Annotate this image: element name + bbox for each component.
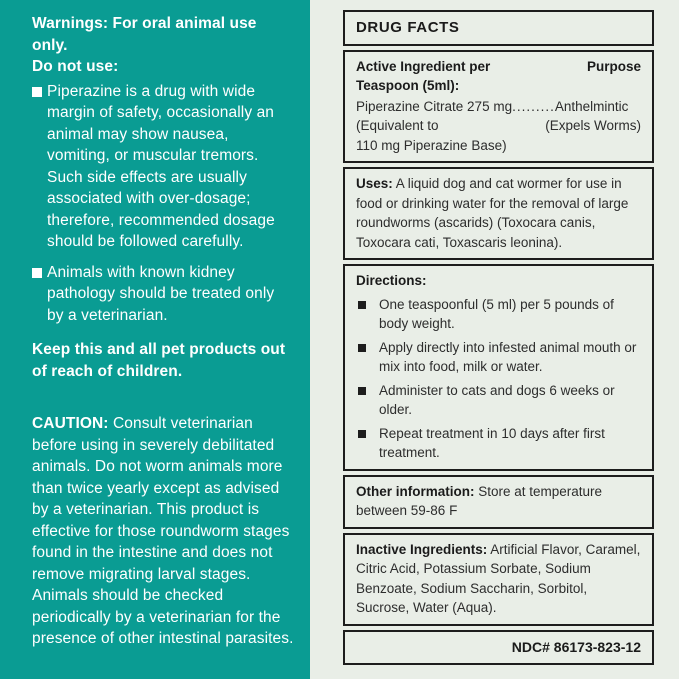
do-not-use-label: Do not use: bbox=[32, 58, 119, 75]
drug-facts-title: DRUG FACTS bbox=[343, 10, 654, 46]
bullet-square-icon bbox=[358, 430, 366, 438]
purpose-note: (Expels Worms) bbox=[545, 118, 641, 133]
bullet-square-icon bbox=[358, 387, 366, 395]
equivalent-text: (Equivalent to bbox=[356, 118, 439, 133]
bullet-square-icon bbox=[358, 344, 366, 352]
direction-text: Administer to cats and dogs 6 weeks or older. bbox=[379, 382, 615, 417]
keep-out-warning: Keep this and all pet products out of reach of children. bbox=[32, 341, 286, 380]
caution-text: Consult veterinarian before using in severely debilitated animals. Do not worm animals more than twice yearly except as advised by a veterinarian. This product is effective for those roundworm stages found in the intestine and does not remove migrating larval stages. Animals should be checked periodically by a veterinarian for the presence of other intestinal parasites. bbox=[32, 415, 294, 647]
direction-item bbox=[356, 424, 641, 463]
other-information-section bbox=[343, 475, 654, 529]
purpose-heading: Purpose bbox=[586, 58, 641, 74]
bullet-square-icon bbox=[32, 87, 42, 97]
warnings-panel bbox=[0, 0, 310, 679]
direction-item bbox=[356, 338, 641, 377]
direction-item bbox=[356, 381, 641, 420]
inactive-ingredients-section bbox=[343, 533, 654, 626]
inactive-ingredients-label: Inactive Ingredients: bbox=[356, 541, 488, 557]
other-information-label: Other information: bbox=[356, 483, 475, 499]
caution-paragraph bbox=[32, 413, 294, 650]
warning-bullet-item bbox=[32, 262, 294, 327]
direction-item bbox=[356, 295, 641, 334]
caution-label: CAUTION: bbox=[32, 415, 109, 432]
warnings-title: Warnings: For oral animal use only. bbox=[32, 15, 257, 54]
active-ingredient-heading: Active Ingredient per Teaspoon (5ml): bbox=[356, 58, 491, 93]
inactive-ingredients-text: Artificial Flavor, Caramel, Citric Acid, Potassium Sorbate, Sodium Benzoate, Sodium Saccharin, Sorbitol, Sucrose, Water (Aqua). bbox=[356, 541, 641, 615]
uses-text: A liquid dog and cat wormer for use in food or drinking water for the removal of large roundworms (ascarids) (Toxocara canis, Toxocara cati, Toxascaris leonina). bbox=[356, 176, 629, 250]
active-ingredient-section bbox=[343, 50, 654, 164]
directions-section bbox=[343, 264, 654, 471]
direction-text: Apply directly into infested animal mouth or mix into food, milk or water. bbox=[379, 339, 637, 374]
other-information-text: Store at temperature between 59-86 F bbox=[356, 483, 603, 518]
uses-label: Uses: bbox=[356, 176, 393, 191]
ndc-code: NDC# 86173-823-12 bbox=[343, 630, 654, 666]
bullet-square-icon bbox=[32, 268, 42, 278]
drug-facts-box bbox=[343, 10, 654, 665]
direction-text: Repeat treatment in 10 days after first treatment. bbox=[379, 425, 605, 460]
directions-list bbox=[356, 295, 641, 463]
equivalent-continued: 110 mg Piperazine Base) bbox=[356, 137, 507, 153]
warning-bullet-text: Piperazine is a drug with wide margin of safety, occasionally an animal may show nausea, vomiting, or muscular tremors. Such side effects are usually associated with over-dosage; therefore, recommended dosage should be followed carefully. bbox=[47, 82, 275, 250]
uses-section bbox=[343, 167, 654, 260]
purpose-value: Anthelmintic bbox=[554, 98, 629, 114]
dotted-leader: ......... bbox=[512, 98, 555, 114]
drug-facts-panel bbox=[310, 0, 679, 679]
warning-bullet-text: Animals with known kidney pathology should be treated only by a veterinarian. bbox=[47, 263, 275, 324]
bullet-square-icon bbox=[358, 301, 366, 309]
ingredient-name: Piperazine Citrate 275 mg bbox=[356, 98, 513, 114]
directions-label: Directions: bbox=[356, 273, 427, 288]
warning-bullet-list bbox=[32, 81, 294, 327]
direction-text: One teaspoonful (5 ml) per 5 pounds of body weight. bbox=[379, 296, 614, 331]
warning-bullet-item bbox=[32, 81, 294, 253]
ingredient-row bbox=[356, 97, 641, 117]
